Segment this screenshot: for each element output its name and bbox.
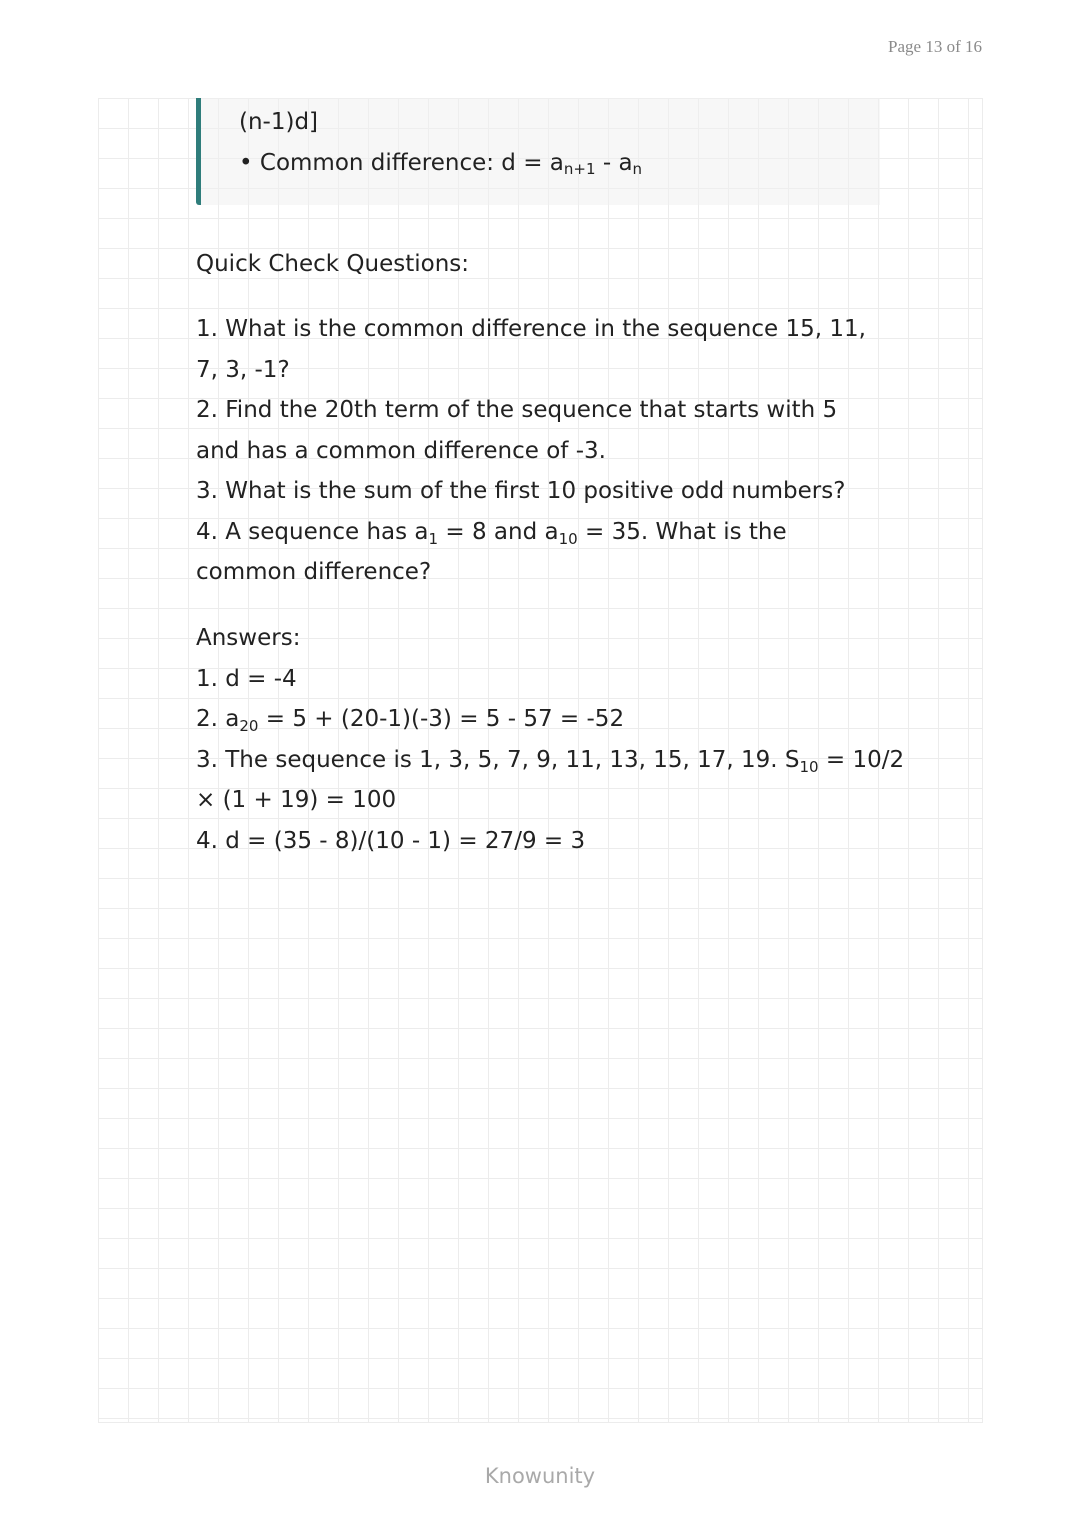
answers-section (196, 618, 904, 861)
question-1 (196, 309, 866, 390)
question-3 (196, 471, 866, 512)
answer-text (196, 740, 904, 781)
subscript: 1 (428, 529, 439, 548)
subscript: n (632, 160, 643, 178)
text: = 10/2 (818, 746, 905, 773)
answers-heading: Answers: (196, 625, 301, 651)
question-text: 1. What is the common difference in the sequence 15, 11, (196, 316, 866, 342)
text: 2. a (196, 706, 240, 732)
footer-brand: Knowunity (484, 1464, 596, 1488)
text: 3. The sequence is 1, 3, 5, 7, 9, 11, 13, 15, 17, 19. S (196, 746, 800, 773)
text: 4. A sequence has a (196, 518, 429, 545)
subscript: 10 (558, 529, 578, 548)
formula-text: - a (595, 150, 633, 176)
page-number: Page 13 of 16 (888, 37, 982, 56)
formula-callout (196, 98, 880, 205)
text: = 8 and a (438, 518, 559, 545)
subscript: n+1 (563, 160, 596, 178)
question-text: and has a common difference of -3. (196, 437, 606, 464)
answer-1: 1. d = -4 (196, 665, 297, 692)
answer-3 (196, 740, 904, 821)
question-text: 3. What is the sum of the first 10 positive odd numbers? (196, 478, 846, 504)
question-text: 7, 3, -1? (196, 356, 290, 383)
text: = 5 + (20-1)(-3) = 5 - 57 = -52 (258, 706, 625, 732)
question-text: common difference? (196, 559, 432, 585)
questions-list (196, 309, 866, 593)
subscript: 20 (239, 717, 259, 735)
answer-text: × (1 + 19) = 100 (196, 787, 397, 813)
text: = 35. What is the (577, 518, 787, 545)
answer-4: 4. d = (35 - 8)/(10 - 1) = 27/9 = 3 (196, 827, 586, 854)
question-2 (196, 390, 866, 471)
callout-line-continuation: (n-1)d] (239, 109, 319, 135)
page-content (196, 98, 905, 854)
question-text: 2. Find the 20th term of the sequence that starts with 5 (196, 397, 838, 423)
subscript: 10 (799, 757, 819, 776)
question-4 (196, 512, 866, 593)
answer-2 (196, 699, 904, 740)
bullet-icon: • (239, 150, 253, 176)
formula-text: Common difference: d = a (259, 150, 564, 176)
question-text (196, 512, 866, 553)
callout-line-common-difference (239, 143, 880, 184)
quick-check-heading: Quick Check Questions: (196, 251, 470, 277)
